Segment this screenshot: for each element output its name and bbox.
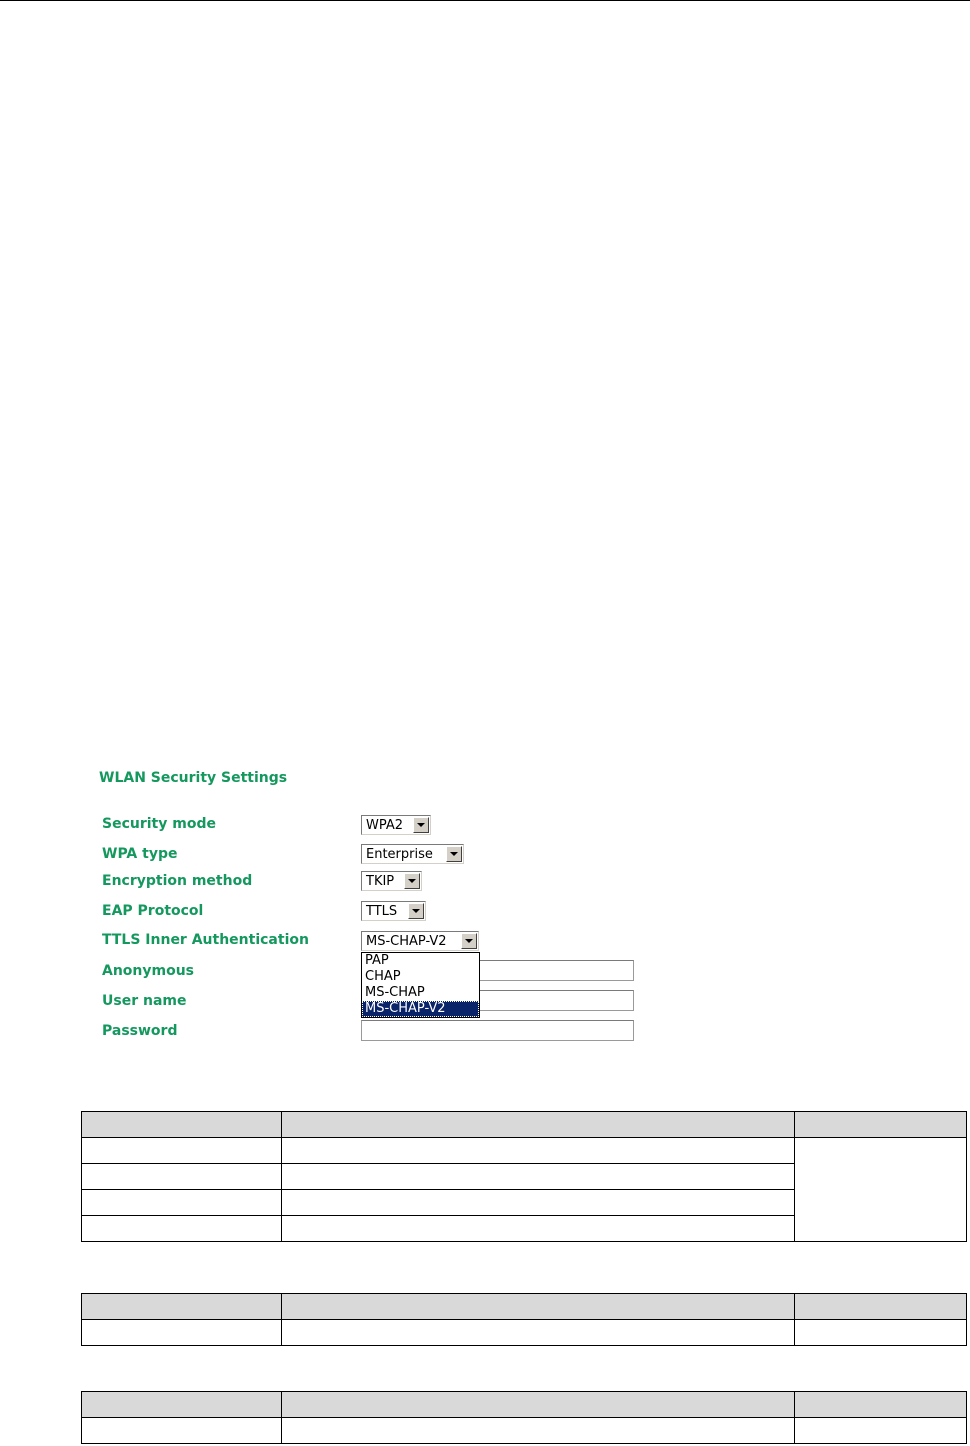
encryption-method-value: TKIP — [366, 873, 395, 889]
settings-table-2 — [81, 1293, 967, 1346]
dropdown-option-chap[interactable]: CHAP — [365, 969, 401, 984]
eap-protocol-select[interactable] — [361, 901, 426, 921]
page-top-rule — [0, 0, 970, 1]
chevron-down-icon[interactable] — [408, 903, 424, 919]
table-row — [82, 1138, 967, 1164]
dropdown-option-ms-chap-v2[interactable]: MS-CHAP-V2 — [362, 1001, 479, 1017]
wpa-type-value: Enterprise — [366, 846, 433, 862]
ttls-inner-auth-select[interactable] — [361, 931, 479, 951]
table-row — [82, 1320, 967, 1346]
table-header-row — [82, 1112, 967, 1138]
table-row — [82, 1418, 967, 1444]
dropdown-option-ms-chap[interactable]: MS-CHAP — [365, 985, 425, 1000]
user-name-label: User name — [102, 993, 187, 1009]
section-title: WLAN Security Settings — [99, 770, 288, 786]
ttls-inner-auth-dropdown[interactable] — [361, 952, 480, 1018]
eap-protocol-label: EAP Protocol — [102, 903, 204, 919]
wpa-type-select[interactable] — [361, 844, 464, 864]
ttls-inner-auth-label: TTLS Inner Authentication — [102, 932, 309, 948]
password-label: Password — [102, 1023, 178, 1039]
security-mode-label: Security mode — [102, 816, 216, 832]
table-header-row — [82, 1392, 967, 1418]
security-mode-value: WPA2 — [366, 817, 404, 833]
table-header-row — [82, 1294, 967, 1320]
settings-table-3 — [81, 1391, 967, 1444]
ttls-inner-auth-value: MS-CHAP-V2 — [366, 933, 447, 949]
anonymous-label: Anonymous — [102, 963, 195, 979]
chevron-down-icon[interactable] — [461, 933, 477, 949]
merged-cell — [795, 1138, 967, 1242]
chevron-down-icon[interactable] — [404, 873, 420, 889]
settings-table-1 — [81, 1111, 967, 1242]
security-mode-select[interactable] — [361, 815, 431, 835]
encryption-method-select[interactable] — [361, 871, 422, 891]
password-input[interactable] — [361, 1020, 634, 1041]
dropdown-option-pap[interactable]: PAP — [365, 953, 389, 968]
encryption-method-label: Encryption method — [102, 873, 253, 889]
chevron-down-icon[interactable] — [413, 817, 429, 833]
wpa-type-label: WPA type — [102, 846, 178, 862]
eap-protocol-value: TTLS — [366, 903, 398, 919]
chevron-down-icon[interactable] — [446, 846, 462, 862]
